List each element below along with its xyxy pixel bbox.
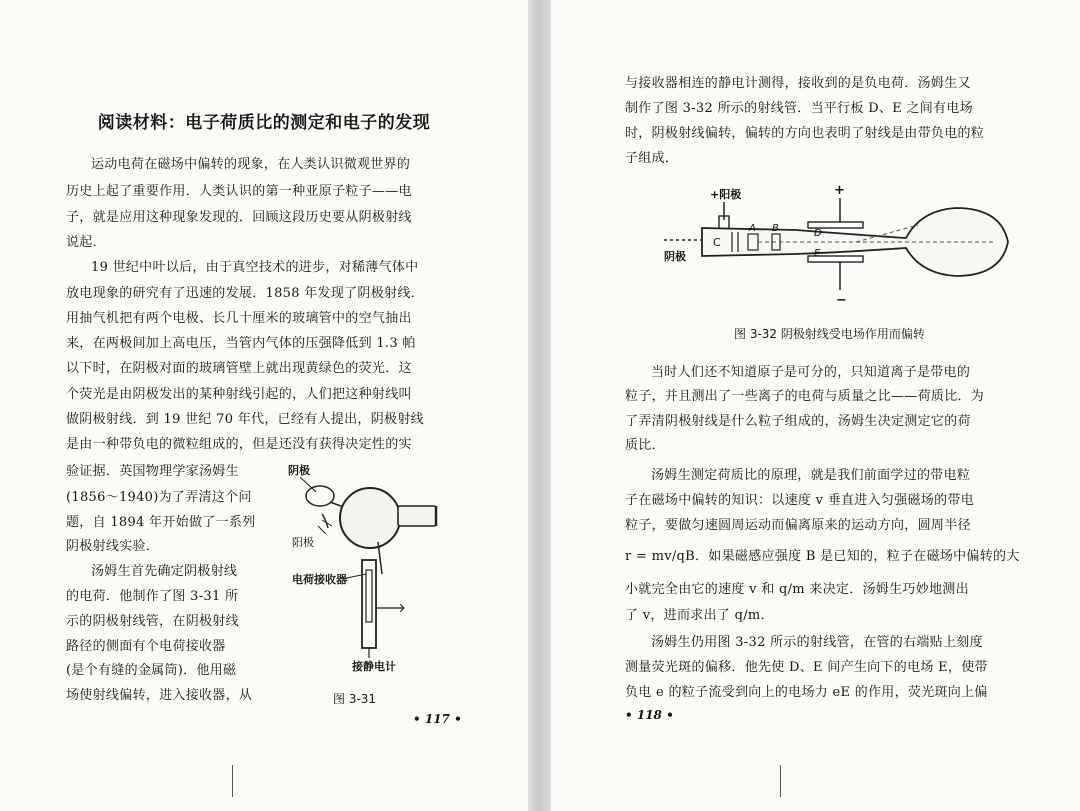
text-line: 粒子，并且测出了一些离子的电荷与质量之比——荷质比．为 [625,389,985,404]
text-line: 子组成． [625,151,679,166]
figure-label-cathode: 阴极 [288,464,310,477]
text-line: 运动电荷在磁场中偏转的现象，在人类认识微观世界的 [91,157,411,172]
figure-label-anode: +阳极 [710,188,742,201]
text-line: 的电荷．他制作了图 3-31 所 [66,589,239,604]
figure-label-electrometer: 接静电计 [352,660,396,673]
left-page [0,0,528,811]
text-line: 示的阴极射线管，在阴极射线 [66,614,239,629]
text-line: 用抽气机把有两个电极、长几十厘米的玻璃管中的空气抽出 [66,311,412,326]
figure-label-c: C [713,236,721,249]
text-line: (1856～1940)为了弄清这个问 [66,490,252,505]
figure-caption: 图 3-32 阴极射线受电场作用而偏转 [734,327,925,341]
text-line: 负电 e 的粒子流受到向上的电场力 eE 的作用，荧光斑向上偏 [625,685,988,700]
text-line: 路径的侧面有个电荷接收器 [66,639,226,654]
text-line: 验证据．英国物理学家汤姆生 [66,464,239,479]
text-line: 了 v，进而求出了 q/m． [625,608,774,623]
text-line: 当时人们还不知道原子是可分的，只知道离子是带电的 [651,365,971,380]
text-line: 子在磁场中偏转的知识：以速度 v 垂直进入匀强磁场的带电 [625,493,975,508]
text-line: 放电现象的研究有了迅速的发展．1858 年发现了阴极射线． [66,286,424,301]
text-line: 粒子，要做匀速圆周运动而偏离原来的运动方向，圆周半径 [625,518,971,533]
text-line: 来，在两极间加上高电压，当管内气体的压强降低到 1.3 帕 [66,336,416,351]
text-line: 说起． [66,235,106,250]
figure-label-charge-receiver: 电荷接收器 [292,573,347,586]
scan-mark [780,765,781,797]
text-line: (是个有缝的金属筒)．他用磁 [66,663,237,678]
figure-label-e: E [814,248,821,259]
figure-3-31-cathode-ray-tube [282,458,452,674]
text-line: 题，自 1894 年开始做了一系列 [66,515,256,530]
text-line: 以下时，在阴极对面的玻璃管壁上就出现黄绿色的荧光．这 [66,361,412,376]
text-line: 制作了图 3-32 所示的射线管．当平行板 D、E 之间有电场 [625,101,973,116]
text-line: 做阴极射线．到 19 世纪 70 年代，已经有人提出，阴极射线 [66,412,424,427]
article-title: 阅读材料：电子荷质比的测定和电子的发现 [97,113,431,133]
text-line: 19 世纪中叶以后，由于真空技术的进步，对稀薄气体中 [91,260,419,275]
figure-label-b: B [772,223,779,234]
text-line: 测量荧光斑的偏移．他先使 D、E 间产生向下的电场 E，使带 [625,660,988,675]
text-line: 场使射线偏转，进入接收器，从 [66,688,253,703]
text-line: 是由一种带负电的微粒组成的，但是还没有获得决定性的实 [66,437,412,452]
figure-label-d: D [814,228,822,239]
figure-caption: 图 3-31 [333,692,377,706]
figure-minus-sign: − [836,293,847,308]
page-number: • 118 • [625,708,674,722]
text-line: 汤姆生测定荷质比的原理，就是我们前面学过的带电粒 [651,468,971,483]
book-gutter [528,0,551,811]
page-number: • 117 • [413,712,462,726]
text-line: 汤姆生仍用图 3-32 所示的射线管，在管的右端贴上刻度 [651,635,983,650]
text-line: 质比． [625,438,665,453]
right-page [551,0,1080,811]
text-line: 阴极射线实验． [66,539,160,554]
figure-label-anode: 阳极 [292,536,314,549]
text-line: 历史上起了重要作用．人类认识的第一种亚原子粒子——电 [66,184,412,199]
text-line: 小就完全由它的速度 v 和 q/m 来决定．汤姆生巧妙地测出 [625,582,969,597]
text-line: 了弄清阴极射线是什么粒子组成的，汤姆生决定测定它的荷 [625,414,971,429]
figure-plus-sign: + [834,183,845,198]
figure-label-a: A [749,223,756,234]
text-line: r = mv/qB．如果磁感应强度 B 是已知的，粒子在磁场中偏转的大 [625,549,1020,564]
scan-mark [232,765,233,797]
text-line: 子，就是应用这种现象发现的．回顾这段历史要从阴极射线 [66,210,412,225]
figure-label-cathode: 阴极 [664,250,686,263]
text-line: 个荧光是由阴极发出的某种射线引起的，人们把这种射线叫 [66,387,412,402]
text-line: 汤姆生首先确定阴极射线 [91,564,238,579]
text-line: 时，阴极射线偏转，偏转的方向也表明了射线是由带负电的粒 [625,126,985,141]
text-line: 与接收器相连的静电计测得，接收到的是负电荷．汤姆生又 [625,76,971,91]
figure-3-32-deflection-tube [656,180,1036,310]
